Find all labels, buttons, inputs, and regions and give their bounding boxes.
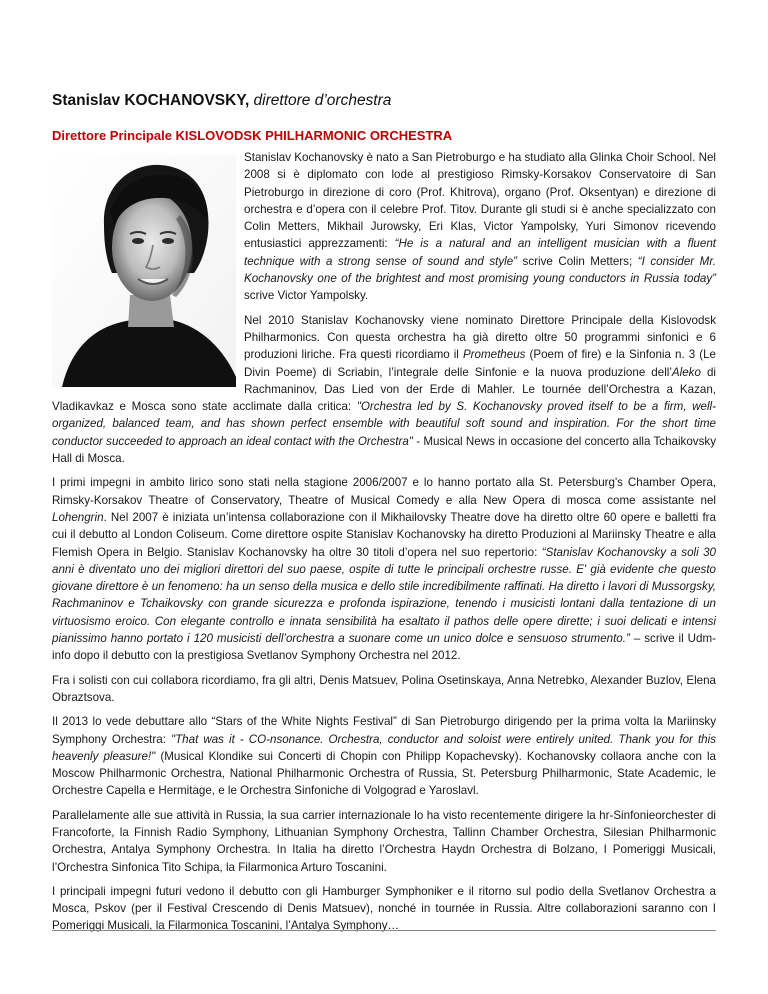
p1-text-a: Stanislav Kochanovsky è nato a San Pietroburgo e ha studiato alla Glinka Choir School. Nel 2008 si è diplomato con lode al prestigioso Rimsky-Korsakov Conservatoire di San Pietroburgo in direzione di coro (Prof. Khitrova), organo (Prof. Oksentyan) e direzione di orchestra e d’opera con il celebre Prof. Titov. Durante gli studi si è anche specializzato con Colin Metters, Mikhail Jurowsky, Eri Klas, Victor Yampolsky, Yuri Simonov ricevendo entusiastici apprezzamenti:	[244, 151, 716, 251]
p2-text-a: Nel 2010 Stanislav Kochanovsky viene nominato Direttore Principale della Kislovodsk Philharmonics. Con questa orchestra ha già diretto oltre 50 programmi sinfonici e 6 produzioni liriche. Fra questi ricordiamo il	[244, 313, 716, 362]
paragraph-4: Fra i solisti con cui collabora ricordiamo, fra gli altri, Denis Matsuev, Polina Osetinskaya, Anna Netrebko, Alexander Buzlov, Elena Obraztsova.	[52, 673, 716, 704]
paragraph-3	[52, 474, 716, 664]
biography-text	[52, 149, 716, 942]
p5-text-a: Il 2013 lo vede debuttare allo “Stars of the White Nights Festival” di San Pietroburgo dirigendo per la prima volta la Mariinsky Symphony Orchestra:	[52, 715, 716, 746]
footer-divider	[52, 930, 716, 931]
p3-quote: “Stanislav Kochanovsky a soli 30 anni è diventato uno dei migliori direttori del suo paese, ospite di tutte le principali orchestre russe. E' già evidente che questo giovane direttore è un fenomeno: ha un senso della musica e dello stile incredibilmente raffinati. Ha diretto i lavori di Mussorgsky, Rachmaninov e Tchaikovsky con grande sicurezza e profonda ispirazione, tenendo i musicisti lontani dalla tentazione di un virtuosismo eroico. Con elegante controllo e innata sensibilità ha esaltato il pathos delle opere dirette; i suoi delicati e intensi pianissimo hanno portato i 120 musicisti dell’orchestra a suonare come un unico dolce e sensuoso strumento.”	[52, 545, 716, 646]
conductor-name: Stanislav KOCHANOVSKY,	[52, 92, 250, 109]
p3-text-c: – scrive il Udm-info dopo il debutto con la prestigiosa Svetlanov Symphony Orchestra nel 2012.	[52, 632, 716, 663]
paragraph-6: Parallelamente alle sue attività in Russia, la sua carrier internazionale lo ha visto recentemente dirigere la hr-Sinfonieorchester di Francoforte, la Finnish Radio Symphony, Lithuanian Symphony Orchestra, Tallinn Chamber Orchestra, Silesian Philharmonic Orchestra, Antalya Symphony Orchestra. In Italia ha diretto l’Orchestra Haydn Orchestra di Bolzano, I Pomeriggi Musicali, l’Orchestra Sinfonica Tito Schipa, la Filarmonica Arturo Toscanini.	[52, 808, 716, 874]
p2-text-b: (Poem of fire) e la Sinfonia n. 3 (Le Divin Poeme) di Scriabin, l’integrale delle Sinfonie e la nuova produzione dell’	[244, 348, 716, 379]
position-subtitle: Direttore Principale KISLOVODSK PHILHARMONIC ORCHESTRA	[52, 128, 453, 143]
p1-quote-1: “He is a natural and an intelligent musician with a fluent technique with a strong sense of sound and style”	[244, 237, 716, 268]
p3-title-lohengrin: Lohengrin	[52, 510, 104, 524]
p3-text-a: I primi impegni in ambito lirico sono stati nella stagione 2006/2007 e lo hanno portato alla St. Petersburg's Chamber Opera, Rimsky-Korsakov Theatre of Conservatory, Theatre of Musical Comedy e alla New Opera di mosca come assistante nel	[52, 476, 716, 507]
p2-title-prometheus: Prometheus	[462, 348, 526, 362]
p1-text-c: scrive Victor Yampolsky.	[244, 289, 369, 303]
p2-title-aleko: Aleko	[671, 365, 701, 379]
photo-wrap-spacer	[52, 149, 244, 391]
conductor-role: direttore d’orchestra	[249, 92, 392, 109]
page-title	[52, 92, 391, 110]
p3-text-b: . Nel 2007 è iniziata un’intensa collaborazione con il Mikhailovsky Theatre dove ha diretto oltre 60 opere e balletti fra cui il debutto al London Coliseum. Come direttore ospite Stanislav Kochanovsky ha diretto Produzioni al Mariinsky Theatre e alla Flemish Opera in Belgio. Stanislav Kochanovsky ha oltre 30 titoli d’opera nel suo repertorio:	[52, 510, 716, 559]
paragraph-7: I principali impegni futuri vedono il debutto con gli Hamburger Symphoniker e il ritorno sul podio della Svetlanov Orchestra a Mosca, Pskov (per il Festival Crescendo di Denis Matsuev), nonché in tournée in Russia. Altre collaborazioni saranno con I Pomeriggi Musicali, la Filarmonica Toscanini, l’Antalya Symphony…	[52, 884, 716, 933]
p5-text-b: (Musical Klondike sui Concerti di Chopin con Philipp Kopachevsky). Kochanovsky collaora anche con la Moscow Philharmonic Orchestra, National Philharmonic Orchestra of Russia, St. Petersburg Philharmonic, State Academic, le Orchestre Capella e Hermitage, e le Orchestra Sinfoniche di Volgograd e Yaroslavl.	[52, 749, 716, 798]
p2-text-d: - Musical News in occasione del concerto alla Tchaikovsky Hall di Mosca.	[52, 434, 716, 466]
paragraph-5	[52, 713, 716, 799]
p1-quote-2: “I consider Mr. Kochanovsky one of the brightest and most promising young conductors in Russia today”	[244, 254, 716, 286]
p5-quote: "That was it - CO-nsonance. Orchestra, conductor and soloist were entirely united. Thank you for this heavenly pleasure!"	[52, 732, 716, 763]
p1-text-b: scrive Colin Metters;	[517, 254, 638, 268]
p2-quote: "Orchestra led by S. Kochanovsky proved itself to be a firm, well-organized, balanced team, and has shown perfect ensemble with beautiful soft sound and inspiration. For the short time conductor succeeded to approach an ideal contact with the Orchestra"	[52, 400, 716, 448]
p2-text-c: di Rachmaninov, Das Lied von der Erde di Mahler. Le tournée dell’Orchestra a Kazan, Vladikavkaz e Mosca sono state acclimate dalla critica:	[52, 365, 716, 414]
